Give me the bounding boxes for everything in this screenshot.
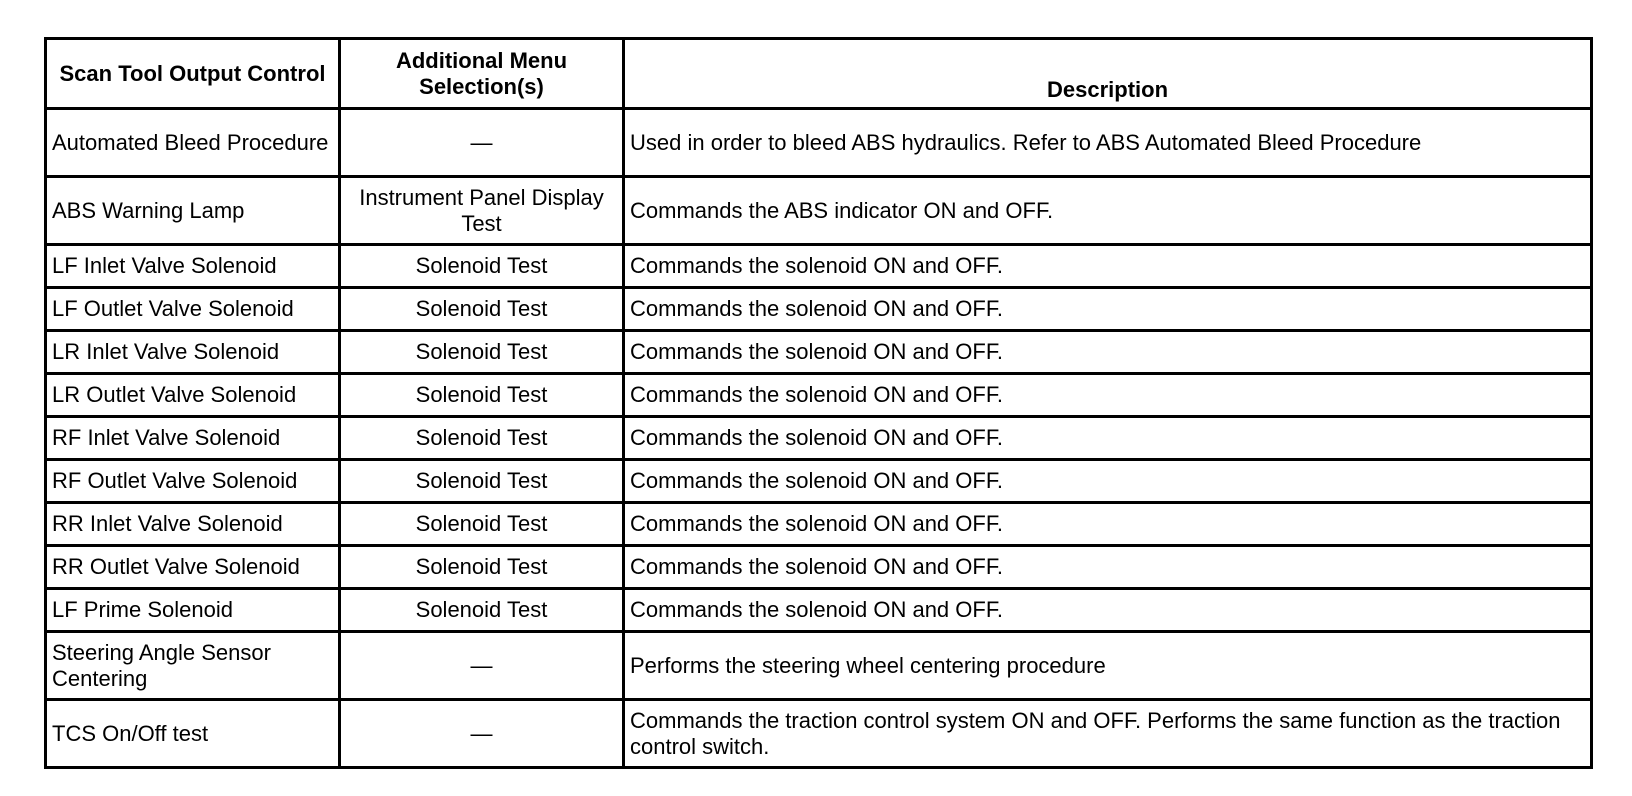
cell-menu-selection: Solenoid Test (340, 417, 624, 460)
table-row (46, 331, 1592, 374)
cell-menu-selection: Solenoid Test (340, 374, 624, 417)
cell-description: Commands the solenoid ON and OFF. (624, 374, 1592, 417)
cell-control: RF Outlet Valve Solenoid (46, 460, 340, 503)
cell-menu-selection: Solenoid Test (340, 288, 624, 331)
header-scan-tool-output-control: Scan Tool Output Control (46, 39, 340, 109)
table-row (46, 700, 1592, 768)
table-row (46, 374, 1592, 417)
cell-menu-selection: Instrument Panel Display Test (340, 177, 624, 245)
cell-description: Commands the solenoid ON and OFF. (624, 503, 1592, 546)
cell-control: Automated Bleed Procedure (46, 109, 340, 177)
table-row (46, 589, 1592, 632)
cell-menu-selection: Solenoid Test (340, 546, 624, 589)
cell-description: Commands the solenoid ON and OFF. (624, 331, 1592, 374)
cell-control: ABS Warning Lamp (46, 177, 340, 245)
cell-description: Commands the solenoid ON and OFF. (624, 589, 1592, 632)
cell-description: Used in order to bleed ABS hydraulics. Refer to ABS Automated Bleed Procedure (624, 109, 1592, 177)
cell-menu-selection: — (340, 632, 624, 700)
cell-control: LR Inlet Valve Solenoid (46, 331, 340, 374)
table-row (46, 503, 1592, 546)
table-header-row (46, 39, 1592, 109)
table-row (46, 460, 1592, 503)
table-row (46, 417, 1592, 460)
cell-control: TCS On/Off test (46, 700, 340, 768)
cell-description: Commands the solenoid ON and OFF. (624, 245, 1592, 288)
cell-menu-selection: — (340, 109, 624, 177)
cell-description: Commands the solenoid ON and OFF. (624, 417, 1592, 460)
cell-description: Commands the traction control system ON and OFF. Performs the same function as the traction control switch. (624, 700, 1592, 768)
cell-description: Performs the steering wheel centering procedure (624, 632, 1592, 700)
table-row (46, 632, 1592, 700)
cell-menu-selection: Solenoid Test (340, 460, 624, 503)
cell-control: RR Outlet Valve Solenoid (46, 546, 340, 589)
cell-control: Steering Angle Sensor Centering (46, 632, 340, 700)
cell-control: RR Inlet Valve Solenoid (46, 503, 340, 546)
table-row (46, 109, 1592, 177)
cell-control: RF Inlet Valve Solenoid (46, 417, 340, 460)
cell-menu-selection: Solenoid Test (340, 503, 624, 546)
header-description: Description (624, 39, 1592, 109)
cell-description: Commands the solenoid ON and OFF. (624, 288, 1592, 331)
cell-control: LF Outlet Valve Solenoid (46, 288, 340, 331)
cell-menu-selection: Solenoid Test (340, 331, 624, 374)
cell-menu-selection: — (340, 700, 624, 768)
cell-description: Commands the ABS indicator ON and OFF. (624, 177, 1592, 245)
table-row (46, 546, 1592, 589)
cell-control: LF Prime Solenoid (46, 589, 340, 632)
cell-menu-selection: Solenoid Test (340, 245, 624, 288)
table-row (46, 245, 1592, 288)
cell-control: LF Inlet Valve Solenoid (46, 245, 340, 288)
cell-description: Commands the solenoid ON and OFF. (624, 546, 1592, 589)
cell-menu-selection: Solenoid Test (340, 589, 624, 632)
cell-control: LR Outlet Valve Solenoid (46, 374, 340, 417)
scan-tool-output-control-table (44, 37, 1593, 769)
header-additional-menu-selections: Additional Menu Selection(s) (340, 39, 624, 109)
table-row (46, 288, 1592, 331)
cell-description: Commands the solenoid ON and OFF. (624, 460, 1592, 503)
table-row (46, 177, 1592, 245)
